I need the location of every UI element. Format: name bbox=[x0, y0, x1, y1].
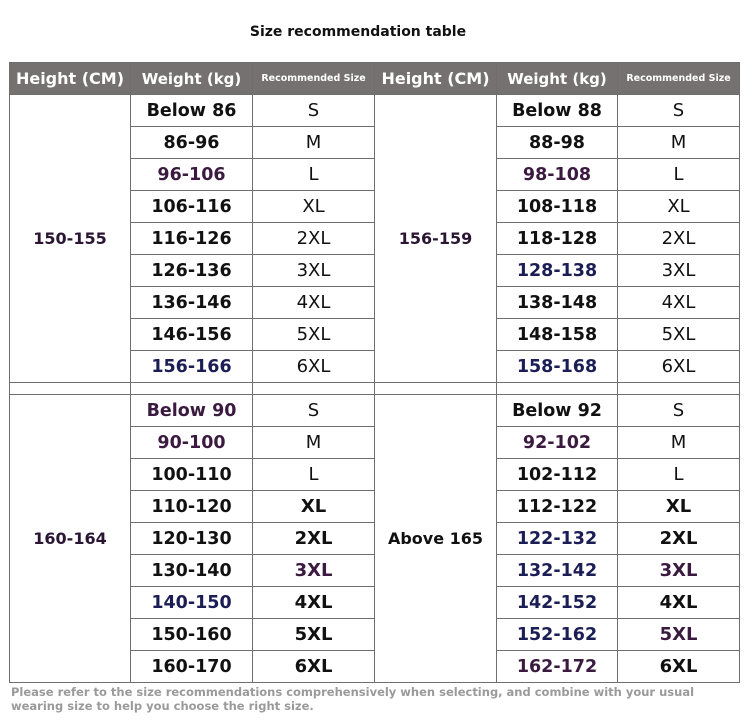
weight-cell: 156-166 bbox=[131, 351, 253, 383]
size-cell: 4XL bbox=[618, 287, 740, 319]
size-cell: L bbox=[253, 459, 375, 491]
size-cell: 5XL bbox=[253, 619, 375, 651]
size-cell: S bbox=[618, 395, 740, 427]
weight-cell: 158-168 bbox=[497, 351, 618, 383]
weight-cell: 120-130 bbox=[131, 523, 253, 555]
size-table bbox=[9, 62, 740, 683]
weight-cell: 118-128 bbox=[497, 223, 618, 255]
weight-cell: Below 86 bbox=[131, 95, 253, 127]
weight-cell: 160-170 bbox=[131, 651, 253, 683]
size-cell: S bbox=[253, 395, 375, 427]
weight-cell: 140-150 bbox=[131, 587, 253, 619]
weight-cell: 90-100 bbox=[131, 427, 253, 459]
weight-cell: 126-136 bbox=[131, 255, 253, 287]
size-cell: 2XL bbox=[618, 223, 740, 255]
header-weight-left: Weight (kg) bbox=[131, 63, 253, 95]
table-row bbox=[10, 395, 740, 427]
size-cell: S bbox=[618, 95, 740, 127]
weight-cell: 150-160 bbox=[131, 619, 253, 651]
weight-cell: Below 88 bbox=[497, 95, 618, 127]
size-cell: 6XL bbox=[618, 651, 740, 683]
size-cell: L bbox=[253, 159, 375, 191]
size-cell: 6XL bbox=[618, 351, 740, 383]
weight-cell: 142-152 bbox=[497, 587, 618, 619]
table-title: Size recommendation table bbox=[249, 24, 467, 40]
spacer-cell bbox=[497, 383, 618, 395]
spacer-cell bbox=[375, 383, 497, 395]
size-cell: XL bbox=[618, 491, 740, 523]
size-cell: 2XL bbox=[253, 523, 375, 555]
spacer-cell bbox=[618, 383, 740, 395]
size-cell: 4XL bbox=[253, 287, 375, 319]
size-cell: M bbox=[618, 427, 740, 459]
weight-cell: 110-120 bbox=[131, 491, 253, 523]
spacer-cell bbox=[253, 383, 375, 395]
size-cell: 5XL bbox=[618, 319, 740, 351]
header-height-right: Height (CM) bbox=[375, 63, 497, 95]
weight-cell: 116-126 bbox=[131, 223, 253, 255]
header-recommended-left: Recommended Size bbox=[253, 63, 375, 95]
weight-cell: 162-172 bbox=[497, 651, 618, 683]
spacer-cell bbox=[131, 383, 253, 395]
size-cell: L bbox=[618, 159, 740, 191]
size-cell: L bbox=[618, 459, 740, 491]
weight-cell: 108-118 bbox=[497, 191, 618, 223]
size-cell: M bbox=[253, 427, 375, 459]
weight-cell: 128-138 bbox=[497, 255, 618, 287]
footer-note: Please refer to the size recommendations comprehensively when selecting, and combine with your usual wearing size to help you choose the right size. bbox=[11, 685, 695, 713]
weight-cell: 130-140 bbox=[131, 555, 253, 587]
weight-cell: 132-142 bbox=[497, 555, 618, 587]
size-cell: XL bbox=[253, 191, 375, 223]
weight-cell: 106-116 bbox=[131, 191, 253, 223]
weight-cell: 146-156 bbox=[131, 319, 253, 351]
spacer-cell bbox=[10, 383, 131, 395]
size-cell: 3XL bbox=[253, 555, 375, 587]
weight-cell: 138-148 bbox=[497, 287, 618, 319]
height-range-cell: 160-164 bbox=[10, 395, 131, 683]
weight-cell: 98-108 bbox=[497, 159, 618, 191]
size-cell: 3XL bbox=[618, 255, 740, 287]
header-recommended-right: Recommended Size bbox=[618, 63, 740, 95]
height-range-cell: 156-159 bbox=[375, 95, 497, 383]
spacer-row bbox=[10, 383, 740, 395]
size-cell: 5XL bbox=[618, 619, 740, 651]
size-cell: XL bbox=[618, 191, 740, 223]
weight-cell: 148-158 bbox=[497, 319, 618, 351]
weight-cell: 136-146 bbox=[131, 287, 253, 319]
header-row bbox=[10, 63, 740, 95]
weight-cell: 88-98 bbox=[497, 127, 618, 159]
size-cell: 4XL bbox=[253, 587, 375, 619]
table-row bbox=[10, 95, 740, 127]
size-cell: M bbox=[618, 127, 740, 159]
weight-cell: 100-110 bbox=[131, 459, 253, 491]
header-weight-right: Weight (kg) bbox=[497, 63, 618, 95]
size-cell: 3XL bbox=[253, 255, 375, 287]
weight-cell: 122-132 bbox=[497, 523, 618, 555]
size-cell: 4XL bbox=[618, 587, 740, 619]
size-cell: 6XL bbox=[253, 351, 375, 383]
size-cell: 5XL bbox=[253, 319, 375, 351]
size-cell: 2XL bbox=[618, 523, 740, 555]
size-cell: 3XL bbox=[618, 555, 740, 587]
size-cell: 2XL bbox=[253, 223, 375, 255]
size-cell: S bbox=[253, 95, 375, 127]
size-cell: 6XL bbox=[253, 651, 375, 683]
header-height-left: Height (CM) bbox=[10, 63, 131, 95]
weight-cell: 152-162 bbox=[497, 619, 618, 651]
weight-cell: Below 90 bbox=[131, 395, 253, 427]
height-range-cell: Above 165 bbox=[375, 395, 497, 683]
weight-cell: 112-122 bbox=[497, 491, 618, 523]
height-range-cell: 150-155 bbox=[10, 95, 131, 383]
weight-cell: 86-96 bbox=[131, 127, 253, 159]
weight-cell: 96-106 bbox=[131, 159, 253, 191]
weight-cell: 102-112 bbox=[497, 459, 618, 491]
weight-cell: Below 92 bbox=[497, 395, 618, 427]
size-cell: M bbox=[253, 127, 375, 159]
weight-cell: 92-102 bbox=[497, 427, 618, 459]
size-cell: XL bbox=[253, 491, 375, 523]
